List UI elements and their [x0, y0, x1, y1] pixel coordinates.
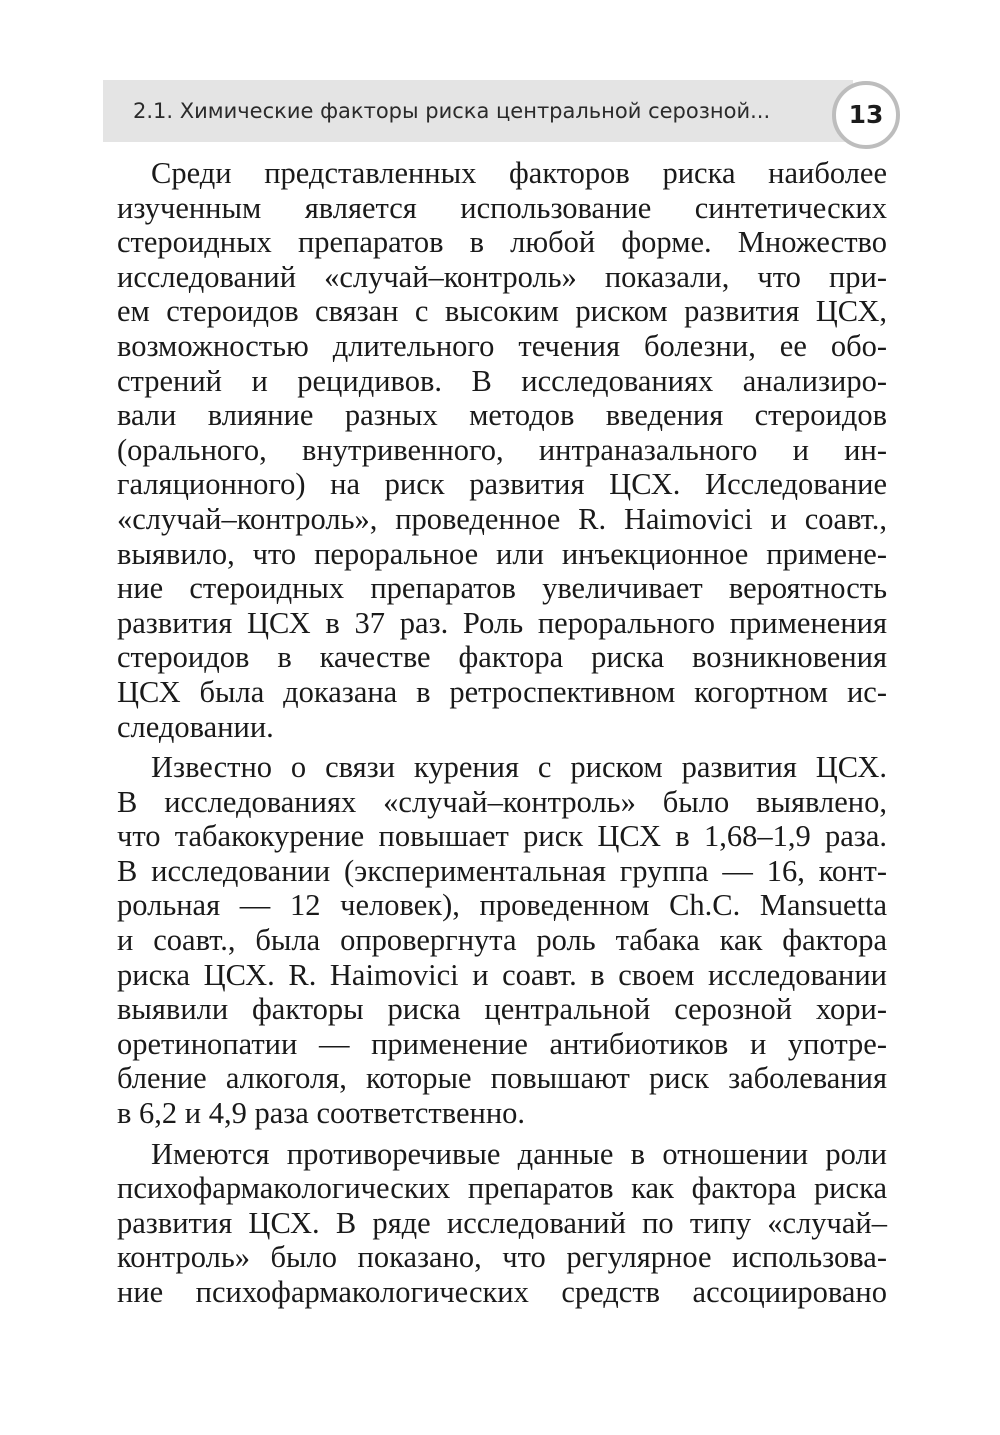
body-text [117, 156, 887, 1310]
text-line: В исследовании (экспериментальная группа — 16, конт- [117, 853, 887, 888]
text-line: ЦСХ была доказана в ретроспективном когортном ис- [117, 674, 887, 709]
text-line: развития ЦСХ в 37 раз. Роль перорального применения [117, 605, 887, 640]
text-line: Среди представленных факторов риска наиболее [151, 156, 887, 190]
text-line: В исследованиях «случай–контроль» было выявлено, [117, 784, 887, 819]
paragraph-1 [117, 156, 887, 744]
text-line: следовании. [117, 709, 274, 744]
text-line: ние стероидных препаратов увеличивает вероятность [117, 571, 887, 606]
text-line: что табакокурение повышает риск ЦСХ в 1,68–1,9 раза. [117, 819, 887, 854]
text-line: «случай–контроль», проведенное R. Haimovici и соавт., [117, 501, 887, 536]
text-line: риска ЦСХ. R. Haimovici и соавт. в своем исследовании [117, 957, 887, 992]
text-line: в 6,2 и 4,9 раза соответственно. [117, 1096, 526, 1131]
text-line: стероидных препаратов в любой форме. Множество [117, 225, 887, 260]
paragraph-2 [117, 750, 887, 1131]
text-line: Известно о связи курения с риском развития ЦСХ. [151, 750, 887, 785]
text-line: (орального, внутривенного, интраназального и ин- [117, 432, 887, 467]
text-line: ние психофармакологических средств ассоциировано [117, 1275, 887, 1309]
text-line: выявило, что пероральное или инъекционное примене- [117, 536, 887, 571]
text-line: развития ЦСХ. В ряде исследований по типу «случай– [117, 1205, 887, 1240]
text-line: контроль» было показано, что регулярное использова- [117, 1240, 887, 1275]
text-line: Имеются противоречивые данные в отношении роли [151, 1136, 887, 1171]
text-line: ем стероидов связан с высоким риском развития ЦСХ, [117, 294, 887, 329]
text-line: стрений и рецидивов. В исследованиях анализиро- [117, 363, 887, 398]
text-line: исследований «случай–контроль» показали, что при- [117, 259, 887, 294]
text-line: и соавт., была опровергнута роль табака как фактора [117, 923, 887, 958]
text-line: возможностью длительного течения болезни, ее обо- [117, 328, 887, 363]
text-line: психофармакологических препаратов как фактора риска [117, 1171, 887, 1206]
text-line: галяционного) на риск развития ЦСХ. Исследование [117, 467, 887, 502]
text-line: изученным является использование синтетических [117, 190, 887, 225]
running-title: 2.1. Химические факторы риска центральной серозной... [133, 99, 771, 123]
text-line: рольная — 12 человек), проведенном Ch.C. Mansuetta [117, 888, 887, 923]
text-line: бление алкоголя, которые повышают риск заболевания [117, 1061, 887, 1096]
text-line: выявили факторы риска центральной серозной хори- [117, 992, 887, 1027]
page-number: 13 [848, 100, 884, 129]
text-line: вали влияние разных методов введения стероидов [117, 398, 887, 433]
text-line: стероидов в качестве фактора риска возникновения [117, 640, 887, 675]
text-line: оретинопатии — применение антибиотиков и употре- [117, 1026, 887, 1061]
paragraph-3 [117, 1137, 887, 1310]
